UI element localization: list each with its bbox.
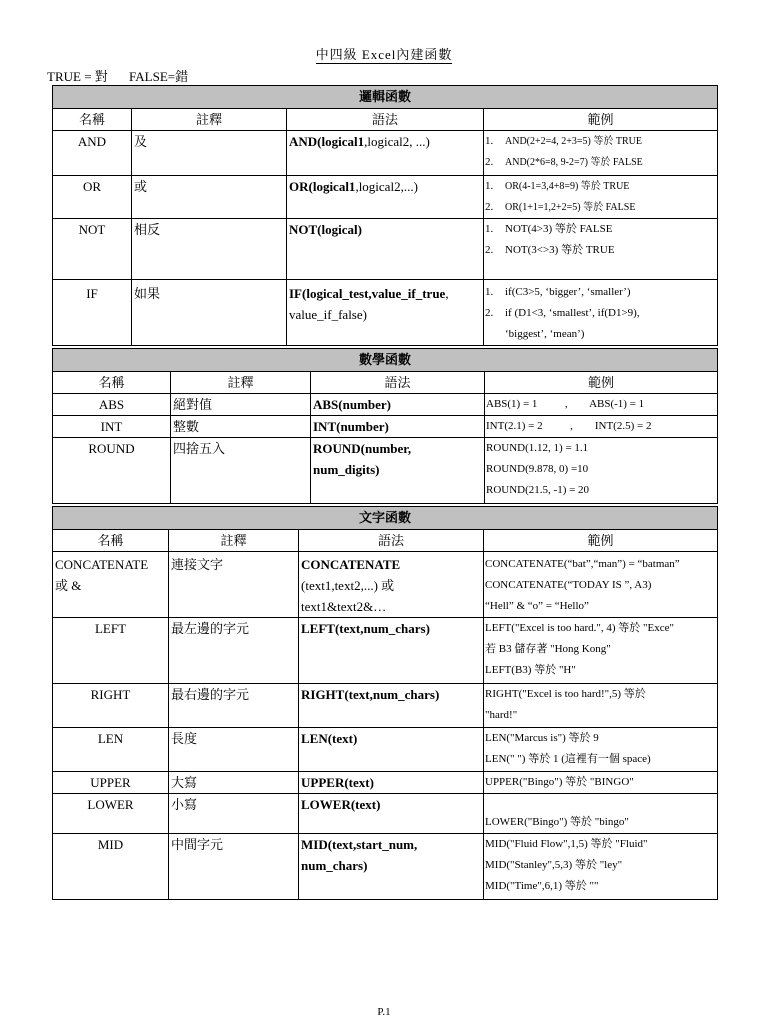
func-example: ROUND(1.12, 1) = 1.1 ROUND(9.878, 0) =10 ROUND(21.5, -1) = 20 [485,438,718,504]
func-note: 絕對值 [171,394,311,416]
func-example: 1. AND(2+2=4, 2+3=5) 等於 TRUE 2. AND(2*6=8, 9-2=7) 等於 FALSE [484,131,718,176]
func-note: 連接文字 [169,552,299,618]
func-name: LEN [53,728,169,772]
func-syntax: ABS(number) [311,394,485,416]
func-note: 最左邊的字元 [169,618,299,684]
table-row [53,219,718,280]
func-note: 小寫 [169,794,299,834]
true-label: TRUE = 對 [47,69,108,84]
func-syntax: LEFT(text,num_chars) [299,618,484,684]
func-name: ABS [53,394,171,416]
func-example: LEN("Marcus is") 等於 9 LEN(" ") 等於 1 (這裡有一個 space) [484,728,718,772]
func-example: 1. NOT(4>3) 等於 FALSE 2. NOT(3<>3) 等於 TRUE [484,219,718,280]
table-row [53,394,718,416]
table-row [53,176,718,219]
func-name: IF [53,280,132,346]
page-number: P.1 [377,1006,391,1018]
func-example: INT(2.1) = 2 , INT(2.5) = 2 [485,416,718,438]
table-row [53,416,718,438]
table-row [53,131,718,176]
func-note: 最右邊的字元 [169,684,299,728]
table-row [53,280,718,346]
func-syntax: MID(text,start_num, num_chars) [299,834,484,900]
col-header-syntax: 語法 [287,109,484,131]
func-name: ROUND [53,438,171,504]
func-name: LOWER [53,794,169,834]
func-example: 1. if(C3>5, ‘bigger’, ‘smaller’) 2. if (D1<3, ‘smallest’, if(D1>9), ‘biggest’, ‘mean’) [484,280,718,346]
func-note: 如果 [132,280,287,346]
table-row [53,728,718,772]
text-table [52,506,718,900]
func-example: UPPER("Bingo") 等於 "BINGO" [484,772,718,794]
section-header-logic: 邏輯函數 [53,86,718,109]
page-title: 中四級 Excel內建函數 [315,47,453,62]
func-example: MID("Fluid Flow",1,5) 等於 "Fluid" MID("Stanley",5,3) 等於 "ley" MID("Time",6,1) 等於 "" [484,834,718,900]
func-syntax: UPPER(text) [299,772,484,794]
section-header-math: 數學函數 [53,349,718,372]
func-example: RIGHT("Excel is too hard!",5) 等於 "hard!" [484,684,718,728]
func-syntax: RIGHT(text,num_chars) [299,684,484,728]
func-note: 相反 [132,219,287,280]
table-row [53,552,718,618]
table-row [53,794,718,834]
func-syntax: AND(logical1,logical2, ...) [287,131,484,176]
col-header-name: 名稱 [53,109,132,131]
func-note: 及 [132,131,287,176]
col-header-syntax: 語法 [299,530,484,552]
col-header-note: 註釋 [132,109,287,131]
func-example: ABS(1) = 1 , ABS(-1) = 1 [485,394,718,416]
func-name: NOT [53,219,132,280]
math-table [52,348,718,504]
col-header-name: 名稱 [53,372,171,394]
func-name: RIGHT [53,684,169,728]
func-example: LOWER("Bingo") 等於 "bingo" [484,794,718,834]
func-syntax: IF(logical_test,value_if_true, value_if_false) [287,280,484,346]
table-row [53,772,718,794]
func-name: LEFT [53,618,169,684]
func-name: AND [53,131,132,176]
func-note: 中間字元 [169,834,299,900]
func-note: 整數 [171,416,311,438]
func-syntax: LOWER(text) [299,794,484,834]
col-header-note: 註釋 [171,372,311,394]
func-name: INT [53,416,171,438]
func-syntax: LEN(text) [299,728,484,772]
func-example: LEFT("Excel is too hard.", 4) 等於 "Exce" 若 B3 儲存著 "Hong Kong" LEFT(B3) 等於 "H" [484,618,718,684]
col-header-example: 範例 [484,530,718,552]
func-syntax: CONCATENATE (text1,text2,...) 或 text1&text2&… [299,552,484,618]
table-row [53,618,718,684]
logic-table [52,85,718,346]
func-name: OR [53,176,132,219]
func-name: CONCATENATE 或 & [53,552,169,618]
func-example: CONCATENATE(“bat”,“man”) = “batman” CONCATENATE(“TODAY IS ”, A3) “Hell” & “o” = “Hello” [484,552,718,618]
func-syntax: ROUND(number, num_digits) [311,438,485,504]
func-name: MID [53,834,169,900]
func-name: UPPER [53,772,169,794]
func-note: 長度 [169,728,299,772]
section-header-text: 文字函數 [53,507,718,530]
func-note: 或 [132,176,287,219]
table-row [53,834,718,900]
col-header-example: 範例 [485,372,718,394]
col-header-syntax: 語法 [311,372,485,394]
func-syntax: NOT(logical) [287,219,484,280]
func-note: 大寫 [169,772,299,794]
func-syntax: OR(logical1,logical2,...) [287,176,484,219]
col-header-example: 範例 [484,109,718,131]
func-note: 四捨五入 [171,438,311,504]
col-header-name: 名稱 [53,530,169,552]
true-false-legend [47,66,206,85]
func-example: 1. OR(4-1=3,4+8=9) 等於 TRUE 2. OR(1+1=1,2+2=5) 等於 FALSE [484,176,718,219]
table-row [53,684,718,728]
false-label: FALSE=錯 [129,69,189,84]
col-header-note: 註釋 [169,530,299,552]
table-row [53,438,718,504]
func-syntax: INT(number) [311,416,485,438]
